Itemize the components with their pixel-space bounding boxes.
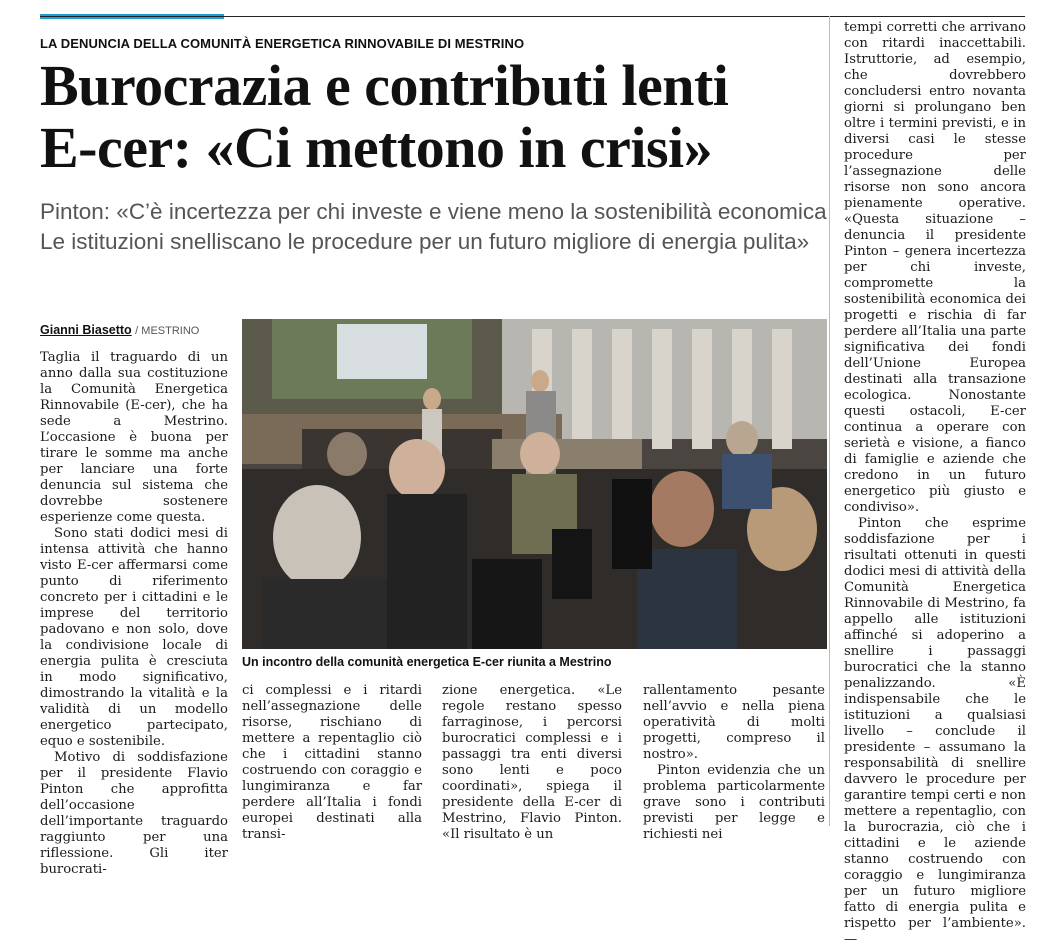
paragraph: Pinton evidenzia che un problema particolarmente grave sono i contributi previsti per legge e richiesti nei [643,763,825,842]
author-name: Gianni Biasetto [40,323,132,337]
headline-line-1: Burocrazia e contributi lenti [40,53,729,118]
paragraph: Taglia il traguardo di un anno dalla sua costituzione la Comunità Energetica Rinnovabile (E-cer), che ha sede a Mestrino. L’occasione è buona per tirare le somme ma anche per lanciare una forte denuncia sul sistema che dovrebbe sostenere esperienze come questa. [40,350,228,525]
photo-illustration [242,319,827,649]
article-photo [242,319,827,649]
byline: Gianni Biasetto / MESTRINO [40,323,200,337]
paragraph: rallentamento pesante nell’avvio e nella piena operatività di molti progetti, compreso il nostro». [643,683,825,762]
body-column-1 [40,350,228,877]
paragraph: Sono stati dodici mesi di intensa attività che hanno visto E-cer affermarsi come punto di riferimento concreto per i cittadini e le imprese del territorio padovano e non solo, dove la condivisione locale di energia pulita è cresciuta in modo significativo, dimostrando la vitalità e la validità di un modello energetico partecipato, equo e sostenibile. [40,526,228,749]
paragraph: ci complessi e i ritardi nell’assegnazione delle risorse, rischiano di mettere a repentaglio ciò che i cittadini stanno costruendo con coraggio e lungimiranza e far perdere all’Italia i fondi europei destinati alla transi- [242,683,422,842]
body-column-2 [242,683,422,842]
body-column-5 [844,20,1026,947]
byline-location: MESTRINO [141,325,200,337]
paragraph: tempi corretti che arrivano con ritardi inaccettabili. Istruttorie, ad esempio, che dovrebbero concludersi entro novanta giorni si prolungano ben oltre i termini previsti, e in diversi casi le stesse procedure per l’assegnazione delle risorse non sono ancora pienamente operative. «Questa situazione – denuncia il presidente Pinton – genera incertezza per chi investe, compromette la sostenibilità economica dei progetti e rischia di far perdere all’Italia una parte significativa dei fondi dell’Unione Europea destinati alla transazione ecologica. Nonostante questi ostacoli, E-cer continua a operare con serietà e visione, a fianco di famiglie e aziende che credono in un futuro energetico più giusto e condiviso». [844,20,1026,515]
kicker: LA DENUNCIA DELLA COMUNITÀ ENERGETICA RINNOVABILE DI MESTRINO [40,36,525,51]
top-rule [40,16,1025,17]
body-column-4 [643,683,825,842]
photo-caption: Un incontro della comunità energetica E-cer riunita a Mestrino [242,655,612,669]
headline [40,55,830,179]
paragraph: Motivo di soddisfazione per il presidente Flavio Pinton che approfitta dell’occasione dell’importante traguardo raggiunto per una riflessione. Gli iter burocrati- [40,750,228,877]
deck-line-2: Le istituzioni snelliscano le procedure per un futuro migliore di energia pulita» [40,229,810,254]
deck [40,197,830,257]
body-column-3 [442,683,622,842]
headline-line-2: E-cer: «Ci mettono in crisi» [40,115,713,180]
paragraph: Pinton che esprime soddisfazione per i risultati ottenuti in questi dodici mesi di attività della Comunità Energetica Rinnovabile di Mestrino, fa appello alle istituzioni affinché si adoperino a snellire i passaggi burocratici che la stanno penalizzando. «È indispensabile che le istituzioni a qualsiasi livello – conclude il presidente – assumano la responsabilità di snellire davvero le procedure per garantire tempi certi e non mettere a repentaglio, con la burocrazia, ciò che i cittadini e le aziende stanno costruendo con coraggio e lungimiranza per un futuro migliore fatto di energia pulita e rispetto per l’ambiente». — [844,516,1026,947]
paragraph: zione energetica. «Le regole restano spesso farraginose, i percorsi burocratici complessi e i passaggi tra enti diversi sono lenti e poco coordinati», spiega il presidente della E-cer di Mestrino, Flavio Pinton. «Il risultato è un [442,683,622,842]
deck-line-1: Pinton: «C’è incertezza per chi investe e viene meno la sostenibilità economica [40,199,827,224]
